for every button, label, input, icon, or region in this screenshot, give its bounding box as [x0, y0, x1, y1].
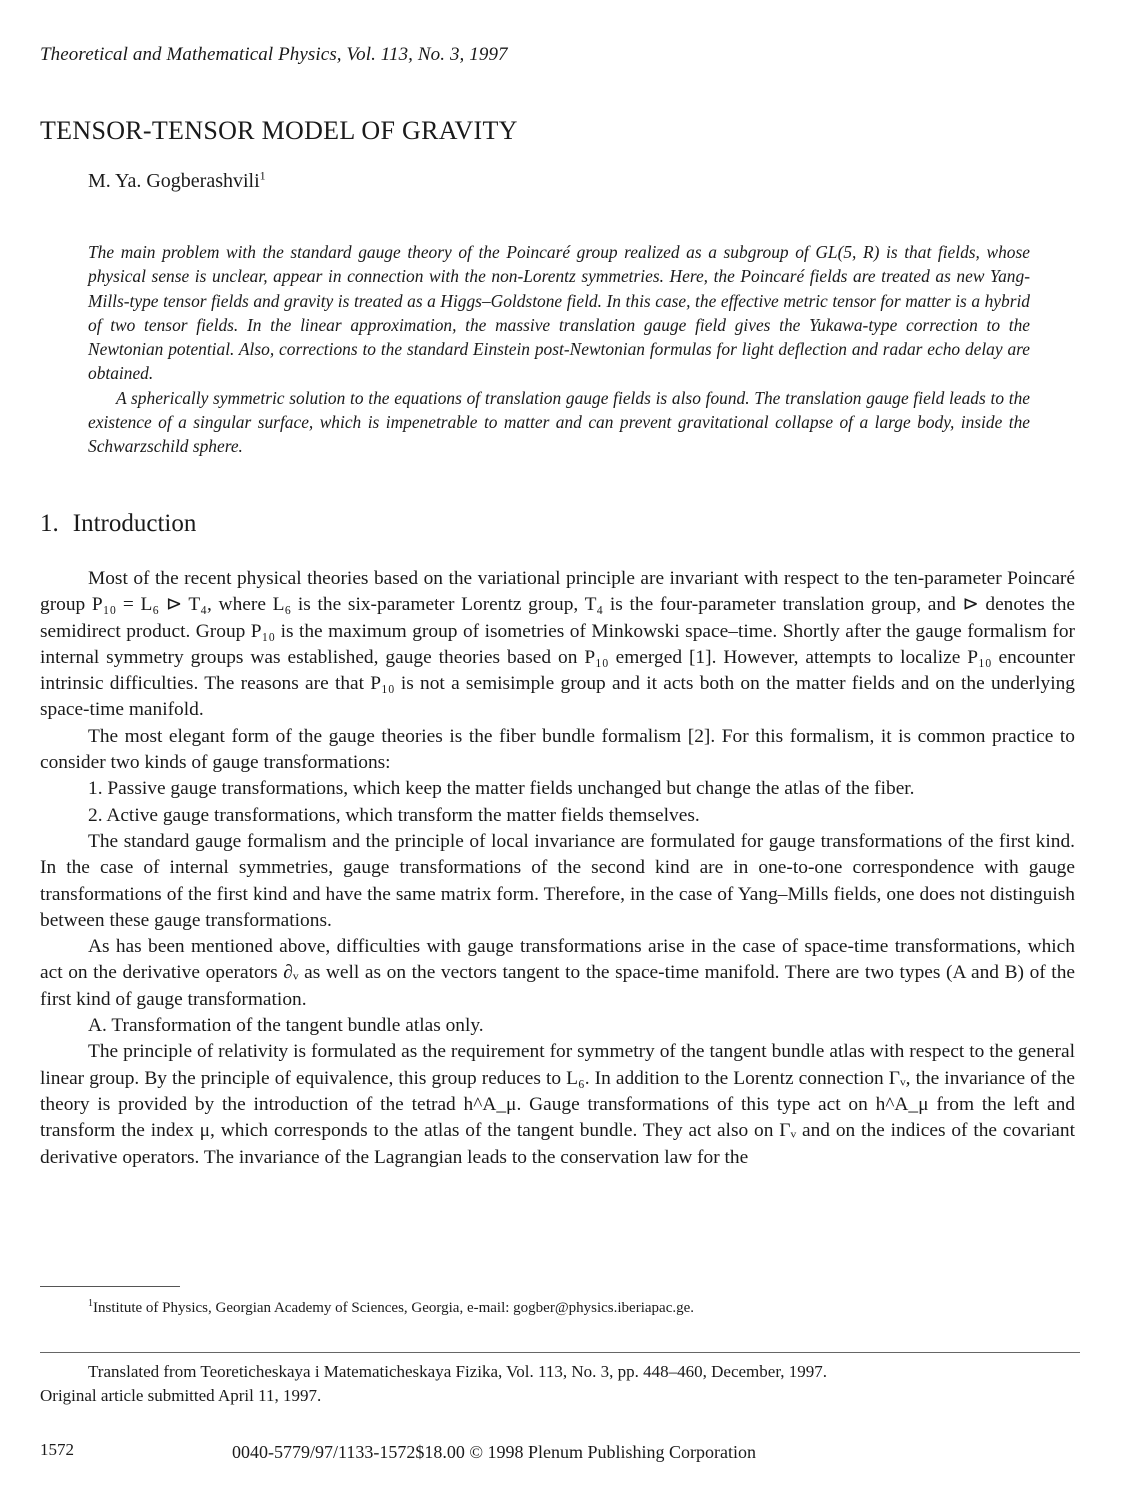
footnote	[88, 1300, 1088, 1317]
translation-rule	[40, 1352, 1080, 1353]
section-number: 1.	[40, 510, 59, 537]
body-paragraph: As has been mentioned above, difficulties with gauge transformations arise in the case of space-time transformations, which act on the derivative operators ∂ᵥ as well as on the vectors tangent to the space-time manifold. There are two types (A and B) of the first kind of gauge transformation.	[40, 936, 1075, 1010]
author-line	[88, 170, 266, 193]
author-name: M. Ya. Gogberashvili	[88, 170, 260, 192]
article-title: TENSOR-TENSOR MODEL OF GRAVITY	[40, 116, 518, 145]
journal-header: Theoretical and Mathematical Physics, Vol. 113, No. 3, 1997	[40, 44, 508, 65]
copyright-line: 0040-5779/97/1133-1572$18.00 © 1998 Plenum Publishing Corporation	[232, 1442, 757, 1462]
footnote-text: Institute of Physics, Georgian Academy of Sciences, Georgia, e-mail: gogber@physics.iberiapac.ge.	[93, 1300, 695, 1316]
footnote-mark: 1	[88, 1298, 93, 1309]
body-paragraph: Most of the recent physical theories based on the variational principle are invariant with respect to the ten-parameter Poincaré group P₁₀ = L₆ ⊳ T₄, where L₆ is the six-parameter Lorentz group, T₄ is the four-parameter translation group, and ⊳ denotes the semidirect product. Group P₁₀ is the maximum group of isometries of Minkowski space–time. Shortly after the gauge formalism for internal symmetry groups was established, gauge theories based on P₁₀ emerged [1]. However, attempts to localize P₁₀ encounter intrinsic difficulties. The reasons are that P₁₀ is not a semisimple group and it acts both on the matter fields and on the underlying space-time manifold.	[40, 568, 1075, 721]
body-text	[40, 566, 1075, 1171]
author-footnote-mark: 1	[259, 168, 266, 183]
translation-line-2: Original article submitted April 11, 1997.	[40, 1386, 322, 1405]
body-paragraph: 2. Active gauge transformations, which transform the matter fields themselves.	[88, 804, 700, 826]
body-paragraph: 1. Passive gauge transformations, which keep the matter fields unchanged but change the atlas of the fiber.	[88, 778, 915, 800]
body-paragraph: The standard gauge formalism and the principle of local invariance are formulated for gauge transformations of the first kind. In the case of internal symmetries, gauge transformations of the second kind are in one-to-one correspondence with gauge transformations of the first kind and have the same matrix form. Therefore, in the case of Yang–Mills fields, one does not distinguish between these gauge transformations.	[40, 830, 1075, 931]
body-paragraph: The most elegant form of the gauge theories is the fiber bundle formalism [2]. For this formalism, it is common practice to consider two kinds of gauge transformations:	[40, 725, 1075, 774]
section-title: Introduction	[72, 510, 197, 537]
translation-note	[40, 1360, 1080, 1408]
translation-line-1: Translated from Teoreticheskaya i Matematicheskaya Fizika, Vol. 113, No. 3, pp. 448–460, December, 1997.	[88, 1362, 828, 1381]
abstract-paragraph-1: The main problem with the standard gauge theory of the Poincaré group realized as a subgroup of GL(5, R) is that fields, whose physical sense is unclear, appear in connection with the non-Lorentz symmetries. Here, the Poincaré fields are treated as new Yang-Mills-type tensor fields and gravity is treated as a Higgs–Goldstone field. In this case, the effective metric tensor for matter is a hybrid of two tensor fields. In the linear approximation, the massive translation gauge field gives the Yukawa-type correction to the Newtonian potential. Also, corrections to the standard Einstein post-Newtonian formulas for light deflection and radar echo delay are obtained.	[88, 242, 1030, 384]
body-paragraph: The principle of relativity is formulated as the requirement for symmetry of the tangent bundle atlas with respect to the general linear group. By the principle of equivalence, this group reduces to L₆. In addition to the Lorentz connection Γᵥ, the invariance of the theory is provided by the introduction of the tetrad h^A_μ. Gauge transformations of this type act on h^A_μ from the left and transform the index μ, which corresponds to the atlas of the tangent bundle. They act also on Γᵥ and on the indices of the covariant derivative operators. The invariance of the Lagrangian leads to the conservation law for the	[40, 1041, 1075, 1168]
body-paragraph: A. Transformation of the tangent bundle atlas only.	[88, 1015, 484, 1037]
footnote-rule	[40, 1286, 180, 1287]
page-number: 1572	[40, 1440, 74, 1459]
abstract	[88, 240, 1030, 459]
abstract-paragraph-2: A spherically symmetric solution to the equations of translation gauge fields is also found. The translation gauge field leads to the existence of a singular surface, which is impenetrable to matter and can prevent gravitational collapse of a large body, inside the Schwarzschild sphere.	[88, 387, 1030, 457]
section-heading	[40, 510, 196, 538]
